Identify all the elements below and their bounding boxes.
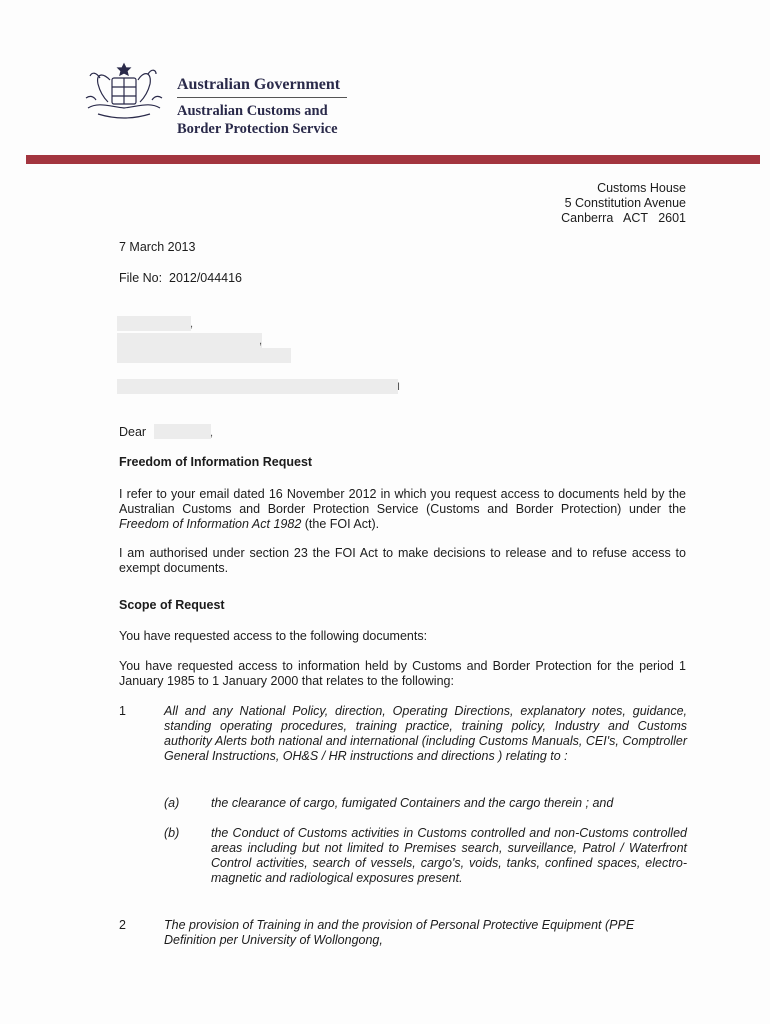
subitem-text: the clearance of cargo, fumigated Containers and the cargo therein ; and <box>211 796 614 810</box>
redaction-mark: , <box>190 318 194 330</box>
letterhead-band <box>26 155 760 164</box>
letter-date: 7 March 2013 <box>119 240 196 254</box>
agency-line-1: Australian Customs and <box>177 103 328 119</box>
redacted-address-line-1 <box>117 333 262 348</box>
item-number: 2 <box>119 918 126 932</box>
redaction-mark: , <box>259 335 263 347</box>
subitem-label: (b) <box>164 826 180 840</box>
salutation-text: Dear <box>119 425 147 439</box>
intro-text: I refer to your email dated 16 November 2012 in which you request access to documents held by the Australian Customs and Border Protection Service (Customs and Border Protection) under the <box>119 487 686 516</box>
agency-line-2: Border Protection Service <box>177 121 338 137</box>
agency-name <box>177 102 338 138</box>
redacted-address-line-2 <box>117 348 291 363</box>
government-name: Australian Government <box>177 76 341 93</box>
address-line-3: Canberra ACT 2601 <box>561 211 686 225</box>
address-line-1: Customs House <box>597 181 686 195</box>
redaction-mark: I <box>397 381 401 393</box>
letterhead-divider <box>177 97 347 98</box>
scope-heading: Scope of Request <box>119 598 225 612</box>
scope-detail: You have requested access to information held by Customs and Border Protection for the period 1 January 1985 to 1 January 2000 that relates to the following: <box>119 659 686 688</box>
intro-paragraph <box>119 487 686 532</box>
scope-intro: You have requested access to the following documents: <box>119 629 428 643</box>
redacted-salutation-name <box>154 424 214 439</box>
address-line-2: 5 Constitution Avenue <box>564 196 686 210</box>
redacted-email <box>117 379 401 394</box>
file-number: File No: 2012/044416 <box>119 271 243 285</box>
subitem-text: the Conduct of Customs activities in Customs controlled and non-Customs controlled areas including but not limited to Premises search, surveillance, Patrol / Waterfront Control activities, search of vessels, cargo's, voids, tanks, confined spaces, electro-magnetic and radiological exposures present. <box>211 826 687 885</box>
item-text: The provision of Training in and the provision of Personal Protective Equipment (PPE Definition per University of Wollongong, <box>164 918 635 947</box>
act-title: Freedom of Information Act 1982 <box>119 517 302 531</box>
subitem-label: (a) <box>164 796 180 810</box>
intro-text-end: (the FOI Act). <box>301 517 380 531</box>
redaction-mark: , <box>210 427 214 439</box>
redacted-recipient-name <box>117 316 194 331</box>
item-number: 1 <box>119 704 126 718</box>
item-text: All and any National Policy, direction, Operating Directions, explanatory notes, guidance, standing operating procedures, training practice, training policy, Industry and Customs authority Alerts both national and international (including Customs Manuals, CEI's, Comptroller General Instructions, OH&S / HR instructions and directions ) relating to : <box>164 704 687 763</box>
coat-of-arms-icon <box>78 58 170 124</box>
sender-address <box>561 181 686 226</box>
authority-paragraph: I am authorised under section 23 the FOI Act to make decisions to release and to refuse access to exempt documents. <box>119 546 686 575</box>
subject-heading: Freedom of Information Request <box>119 455 313 469</box>
